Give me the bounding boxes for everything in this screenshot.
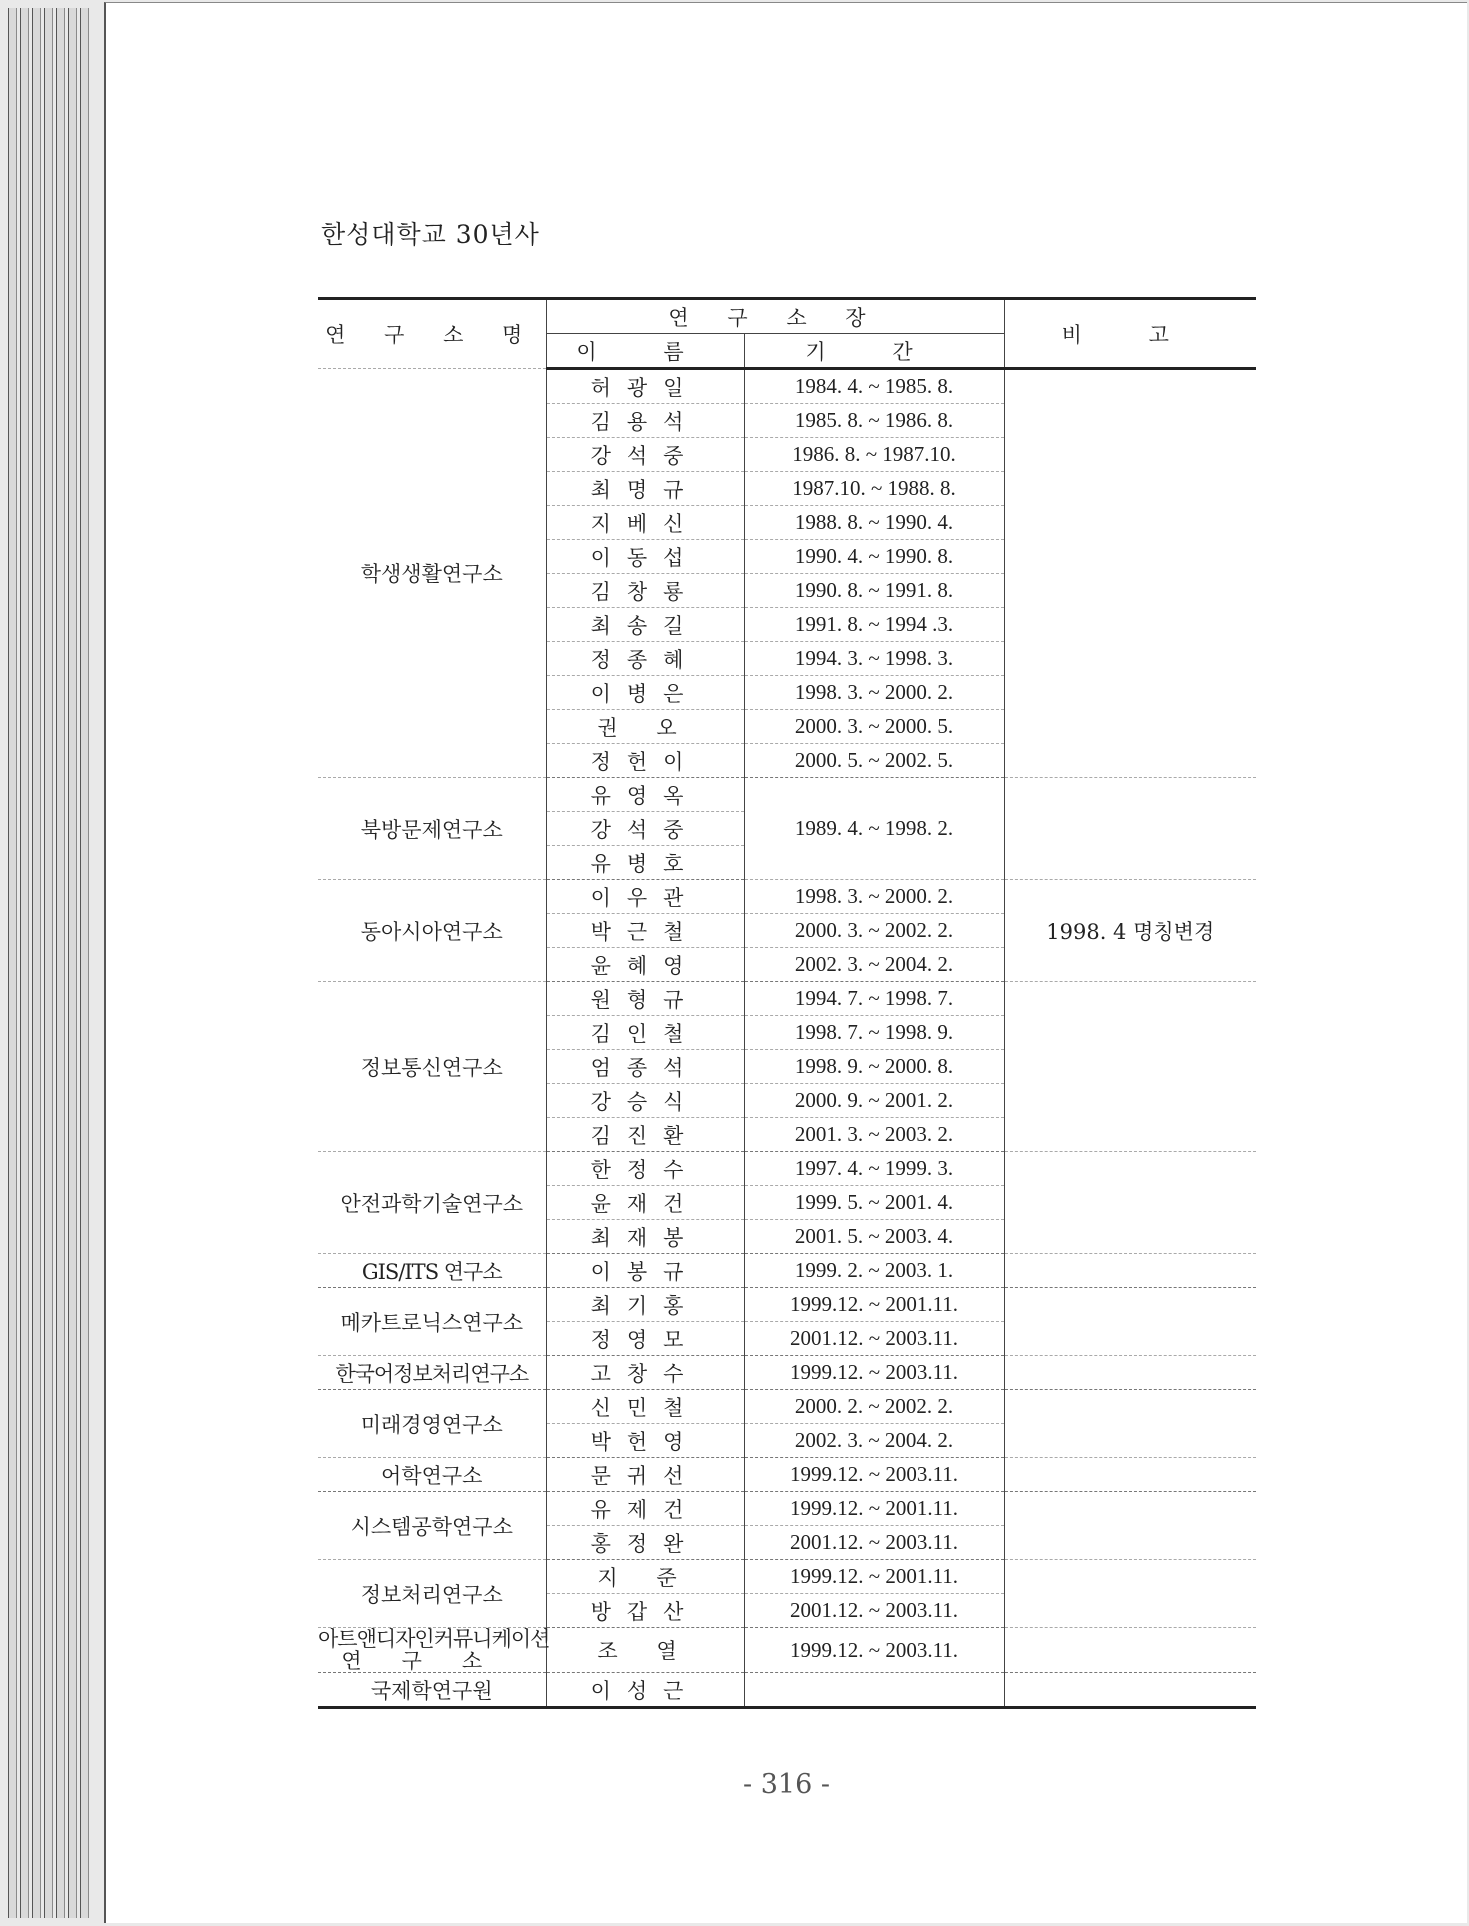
remarks-cell: 1998. 4 명칭변경: [1004, 880, 1256, 982]
institute-name-cell: 안전과학기술연구소: [318, 1152, 546, 1254]
header-period: 기 간: [744, 334, 1004, 369]
table-row: [318, 1673, 1256, 1708]
remarks-cell: [1004, 1628, 1256, 1673]
institute-name-line: 아트앤디자인커뮤니케이션: [318, 1627, 550, 1651]
remarks-cell: [1004, 1390, 1256, 1458]
remarks-cell: [1004, 982, 1256, 1152]
table-header-row: [318, 299, 1256, 334]
director-name-cell: 권 오: [546, 710, 744, 744]
period-cell: 1986. 8. ~ 1987.10.: [744, 438, 1004, 472]
table-row: [318, 1560, 1256, 1594]
director-name-cell: 정영모: [546, 1322, 744, 1356]
remarks-cell: [1004, 1492, 1256, 1560]
period-cell: 2001. 3. ~ 2003. 2.: [744, 1118, 1004, 1152]
table-body: [318, 369, 1256, 1708]
period-cell: 2002. 3. ~ 2004. 2.: [744, 948, 1004, 982]
director-name-cell: 원형규: [546, 982, 744, 1016]
header-institute-name: 연 구 소 명: [318, 299, 546, 369]
table-row: [318, 1152, 1256, 1186]
director-name-cell: 이봉규: [546, 1254, 744, 1288]
remarks-cell: [1004, 369, 1256, 778]
header-director-group: 연 구 소 장: [546, 299, 1004, 334]
period-cell: 1999.12. ~ 2001.11.: [744, 1492, 1004, 1526]
institute-name-cell: 정보통신연구소: [318, 982, 546, 1152]
page-edge: [68, 8, 77, 1918]
institute-name-cell: 북방문제연구소: [318, 778, 546, 880]
director-name-cell: 정종혜: [546, 642, 744, 676]
director-name-cell: 고창수: [546, 1356, 744, 1390]
director-name-cell: 윤혜영: [546, 948, 744, 982]
period-cell: 2000. 3. ~ 2002. 2.: [744, 914, 1004, 948]
period-cell: 1998. 9. ~ 2000. 8.: [744, 1050, 1004, 1084]
period-cell: 1999.12. ~ 2001.11.: [744, 1560, 1004, 1594]
director-name-cell: 유병호: [546, 846, 744, 880]
institute-name-cell: 정보처리연구소: [318, 1560, 546, 1628]
director-name-cell: 방갑산: [546, 1594, 744, 1628]
director-name-cell: 강석중: [546, 812, 744, 846]
page-edge: [56, 8, 65, 1918]
remarks-cell: [1004, 1288, 1256, 1356]
director-name-cell: 신민철: [546, 1390, 744, 1424]
institute-name-cell: 미래경영연구소: [318, 1390, 546, 1458]
table-row: [318, 1628, 1256, 1673]
period-cell: 1985. 8. ~ 1986. 8.: [744, 404, 1004, 438]
page-edge: [20, 8, 29, 1918]
period-cell: 1994. 7. ~ 1998. 7.: [744, 982, 1004, 1016]
table-row: [318, 1356, 1256, 1390]
table-row: [318, 1288, 1256, 1322]
director-name-cell: 이병은: [546, 676, 744, 710]
period-cell: 1997. 4. ~ 1999. 3.: [744, 1152, 1004, 1186]
period-cell: 1999.12. ~ 2003.11.: [744, 1356, 1004, 1390]
director-name-cell: 이동섭: [546, 540, 744, 574]
research-institute-table: [318, 297, 1256, 1709]
page-edge: [32, 8, 41, 1918]
director-name-cell: 이성근: [546, 1673, 744, 1708]
document-page: [104, 2, 1467, 1923]
remarks-cell: [1004, 1560, 1256, 1628]
period-cell: 1994. 3. ~ 1998. 3.: [744, 642, 1004, 676]
period-cell: 2002. 3. ~ 2004. 2.: [744, 1424, 1004, 1458]
remarks-cell: [1004, 1254, 1256, 1288]
period-cell: [744, 1673, 1004, 1708]
director-name-cell: 이우관: [546, 880, 744, 914]
period-cell: 2000. 5. ~ 2002. 5.: [744, 744, 1004, 778]
director-name-cell: 박근철: [546, 914, 744, 948]
page-edge: [44, 8, 53, 1918]
institute-name-cell: GIS/ITS 연구소: [318, 1254, 546, 1288]
remarks-cell: [1004, 1673, 1256, 1708]
header-remarks: 비 고: [1004, 299, 1256, 369]
period-cell: 1999.12. ~ 2001.11.: [744, 1288, 1004, 1322]
director-name-cell: 김인철: [546, 1016, 744, 1050]
period-cell: 2001.12. ~ 2003.11.: [744, 1526, 1004, 1560]
period-cell: 2000. 9. ~ 2001. 2.: [744, 1084, 1004, 1118]
period-cell: 1988. 8. ~ 1990. 4.: [744, 506, 1004, 540]
institute-name-cell: 학생생활연구소: [318, 369, 546, 778]
period-cell: 1999. 5. ~ 2001. 4.: [744, 1186, 1004, 1220]
table-row: [318, 1254, 1256, 1288]
institute-name-cell: 어학연구소: [318, 1458, 546, 1492]
director-name-cell: 박헌영: [546, 1424, 744, 1458]
page-number: - 316 -: [743, 1769, 830, 1800]
remarks-cell: [1004, 778, 1256, 880]
institute-name-cell: [318, 1627, 550, 1673]
table-row: [318, 1458, 1256, 1492]
director-name-cell: 윤재건: [546, 1186, 744, 1220]
director-name-cell: 지 준: [546, 1560, 744, 1594]
director-name-cell: 유제건: [546, 1492, 744, 1526]
period-cell: 1990. 4. ~ 1990. 8.: [744, 540, 1004, 574]
period-cell: 1998. 3. ~ 2000. 2.: [744, 880, 1004, 914]
director-name-cell: 최송길: [546, 608, 744, 642]
institute-name-cell: 한국어정보처리연구소: [318, 1356, 546, 1390]
period-cell: 2000. 2. ~ 2002. 2.: [744, 1390, 1004, 1424]
director-name-cell: 문귀선: [546, 1458, 744, 1492]
period-cell: 2001. 5. ~ 2003. 4.: [744, 1220, 1004, 1254]
remarks-cell: [1004, 1356, 1256, 1390]
period-cell: 1989. 4. ~ 1998. 2.: [744, 778, 1004, 880]
header-name: 이 름: [546, 334, 744, 369]
table-row: [318, 982, 1256, 1016]
period-cell: 1984. 4. ~ 1985. 8.: [744, 369, 1004, 404]
period-cell: 1987.10. ~ 1988. 8.: [744, 472, 1004, 506]
director-name-cell: 최명규: [546, 472, 744, 506]
remarks-cell: [1004, 1152, 1256, 1254]
table-row: [318, 880, 1256, 914]
institute-name-cell: 국제학연구원: [318, 1673, 546, 1708]
period-cell: 1998. 3. ~ 2000. 2.: [744, 676, 1004, 710]
period-cell: 2000. 3. ~ 2000. 5.: [744, 710, 1004, 744]
director-name-cell: 유영옥: [546, 778, 744, 812]
table-row: [318, 778, 1256, 812]
director-name-cell: 최재봉: [546, 1220, 744, 1254]
period-cell: 1999. 2. ~ 2003. 1.: [744, 1254, 1004, 1288]
running-header: 한성대학교 30년사: [321, 220, 540, 249]
director-name-cell: 김진환: [546, 1118, 744, 1152]
period-cell: 2001.12. ~ 2003.11.: [744, 1322, 1004, 1356]
page-edge: [8, 8, 17, 1918]
director-name-cell: 강석중: [546, 438, 744, 472]
institute-name-line: 연구소: [341, 1649, 523, 1673]
director-name-cell: 한정수: [546, 1152, 744, 1186]
period-cell: 1999.12. ~ 2003.11.: [744, 1628, 1004, 1673]
director-name-cell: 김용석: [546, 404, 744, 438]
period-cell: 1998. 7. ~ 1998. 9.: [744, 1016, 1004, 1050]
director-name-cell: 김창룡: [546, 574, 744, 608]
remarks-cell: [1004, 1458, 1256, 1492]
period-cell: 2001.12. ~ 2003.11.: [744, 1594, 1004, 1628]
period-cell: 1991. 8. ~ 1994 .3.: [744, 608, 1004, 642]
director-name-cell: 엄종석: [546, 1050, 744, 1084]
director-name-cell: 조 열: [546, 1628, 744, 1673]
director-name-cell: 강승식: [546, 1084, 744, 1118]
page-edge: [80, 8, 89, 1918]
institute-name-cell: 동아시아연구소: [318, 880, 546, 982]
table-row: [318, 369, 1256, 404]
book-page-edges: [0, 8, 96, 1918]
table-row: [318, 1390, 1256, 1424]
director-name-cell: 홍정완: [546, 1526, 744, 1560]
period-cell: 1990. 8. ~ 1991. 8.: [744, 574, 1004, 608]
table-row: [318, 1492, 1256, 1526]
institute-name-cell: 메카트로닉스연구소: [318, 1288, 546, 1356]
director-name-cell: 정헌이: [546, 744, 744, 778]
institute-name-cell: 시스템공학연구소: [318, 1492, 546, 1560]
director-name-cell: 지베신: [546, 506, 744, 540]
period-cell: 1999.12. ~ 2003.11.: [744, 1458, 1004, 1492]
director-name-cell: 허광일: [546, 369, 744, 404]
director-name-cell: 최기홍: [546, 1288, 744, 1322]
